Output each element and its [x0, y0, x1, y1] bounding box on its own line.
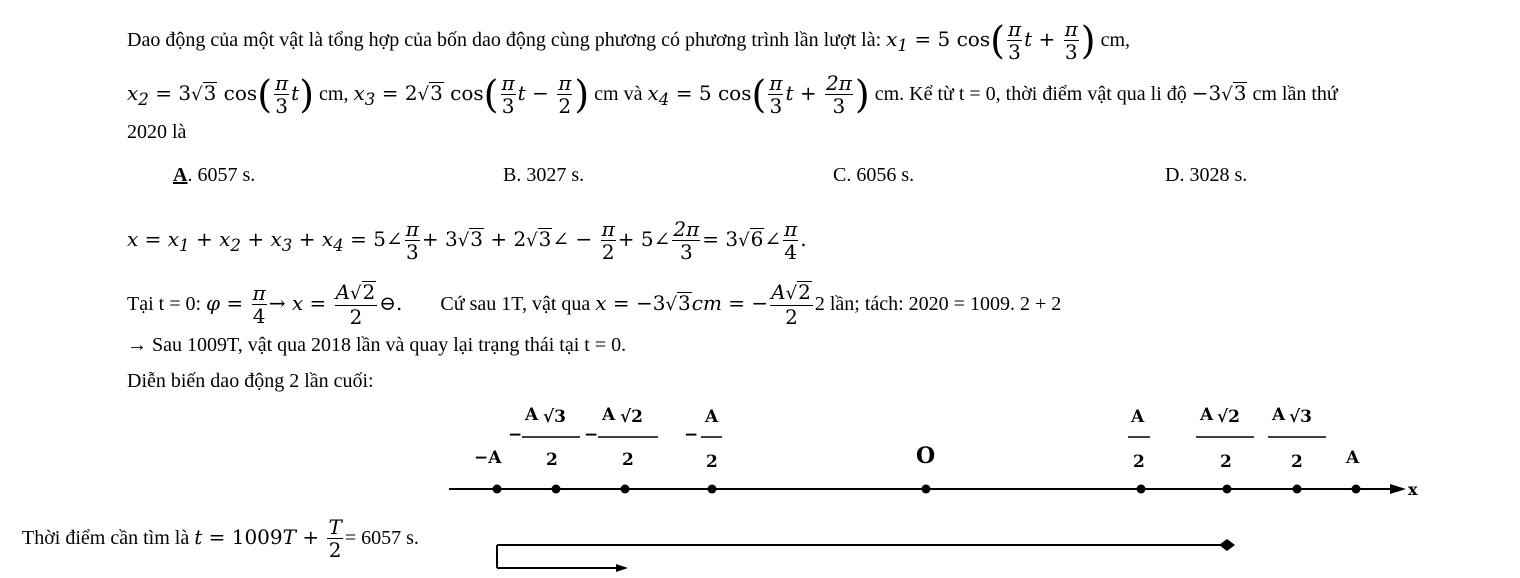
- word-va: và: [623, 83, 643, 105]
- label-neg-sqrt3-a: A: [525, 405, 539, 425]
- eq-x3: $x_3 = 2√3$ cos( $\frac{\pi}{3}$ t − $\frac{\pi}{2}$ ): [353, 71, 590, 118]
- axis-point-pos-sqrt2: [1223, 485, 1232, 494]
- axis-point-pos-sqrt3: [1293, 485, 1302, 494]
- axis-point-neg-a: [493, 485, 502, 494]
- label-pos-half-den: 2: [1133, 452, 1145, 472]
- label-pos-sqrt3-a: A: [1272, 405, 1286, 425]
- label-neg-sqrt3-root: √3: [543, 407, 567, 427]
- option-a-text: . 6057 s.: [187, 164, 256, 186]
- label-pos-sqrt2-den: 2: [1220, 452, 1232, 472]
- unit-cm-2: cm,: [319, 83, 349, 105]
- label-neg-half-den: 2: [706, 452, 718, 472]
- label-pos-a: A: [1346, 448, 1360, 468]
- label-pos-sqrt2-a: A: [1200, 405, 1214, 425]
- axis-x-label: x: [1408, 480, 1418, 499]
- option-c[interactable]: C. 6056 s.: [833, 164, 915, 186]
- label-neg-sqrt3-minus: −: [508, 425, 523, 445]
- label-pos-half-a: A: [1131, 407, 1145, 427]
- label-neg-sqrt3-den: 2: [546, 450, 558, 470]
- label-pos-sqrt2-root: √2: [1217, 407, 1241, 427]
- unit-cm-1: cm,: [1100, 29, 1131, 51]
- option-d[interactable]: D. 3028 s.: [1165, 164, 1248, 186]
- label-neg-sqrt2-root: √2: [620, 407, 644, 427]
- motion-start-diamond: [1219, 539, 1235, 551]
- axis-point-pos-half: [1137, 485, 1146, 494]
- motion-arrowhead: [616, 564, 628, 572]
- problem-intro: Dao động của một vật là tổng hợp của bốn dao động cùng phương có phương trình lần lượt là:: [127, 29, 882, 51]
- label-pos-sqrt3-den: 2: [1291, 452, 1303, 472]
- solution-sum: $x = x_1 + x_2 + x_3 + x_4$ = 5∠ $\frac{\pi}{3}$ + 3√3 + 2√3∠ − $\frac{\pi}{2}$ + 5∠ $\frac{2\pi}{3}$ = 3√6∠ $\frac{\pi}{4}$ .: [127, 217, 807, 264]
- eq-x2: $x_2 = 3√3$ cos( $\frac{\pi}{3}$ t): [127, 71, 315, 118]
- solution-answer: Thời điểm cần tìm là t = 1009T + $\frac{T}{2}$ = 6057 s.: [22, 515, 419, 562]
- label-neg-a: −A: [474, 448, 502, 468]
- label-neg-sqrt2-a: A: [602, 405, 616, 425]
- eq-x4: $x_4 = 5$ cos( $\frac{\pi}{3}$ t + $\frac{2\pi}{3}$ ): [647, 71, 870, 118]
- unit-cm-3: cm: [594, 83, 619, 105]
- solution-t0: Tại t = 0: φ = $\frac{\pi}{4}$ → x = $\frac{A√2}{2}$ ⊖. Cứ sau 1T, vật qua x = −3√3cm = − $\frac{A√2}{2}$ 2 lần; tách: 2020 = 1009. 2 + 2: [127, 280, 1062, 329]
- eq-x1: $x_1 = 5$ cos( $\frac{\pi}{3}$ t + $\frac{\pi}{3}$ ): [886, 17, 1096, 64]
- axis-point-origin: [922, 485, 931, 494]
- motion-path: [497, 545, 1227, 568]
- axis-point-pos-a: [1352, 485, 1361, 494]
- axis-point-neg-sqrt2: [621, 485, 630, 494]
- label-pos-sqrt3-root: √3: [1289, 407, 1313, 427]
- label-neg-sqrt2-minus: −: [584, 425, 599, 445]
- option-a-letter: A: [173, 164, 188, 186]
- option-b[interactable]: B. 3027 s.: [503, 164, 585, 186]
- solution-dien-bien: Diễn biến dao động 2 lần cuối:: [127, 370, 374, 392]
- sentence-end: cm. Kể từ t = 0, thời điểm vật qua li độ: [874, 83, 1187, 105]
- x-axis-arrowhead: [1390, 484, 1406, 494]
- solution-after-1009: → Sau 1009T, vật qua 2018 lần và quay lại trạng thái tại t = 0.: [127, 334, 627, 356]
- label-neg-half-a: A: [705, 407, 719, 427]
- axis-point-neg-half: [708, 485, 717, 494]
- problem-line-3: 2020 là: [127, 121, 187, 143]
- axis-point-neg-sqrt3: [552, 485, 561, 494]
- sentence-tail: cm lần thứ: [1252, 83, 1338, 105]
- label-neg-half-minus: −: [684, 425, 699, 445]
- label-neg-sqrt2-den: 2: [622, 450, 634, 470]
- label-origin: O: [916, 443, 936, 469]
- eq-target-x: −3√3: [1191, 81, 1247, 105]
